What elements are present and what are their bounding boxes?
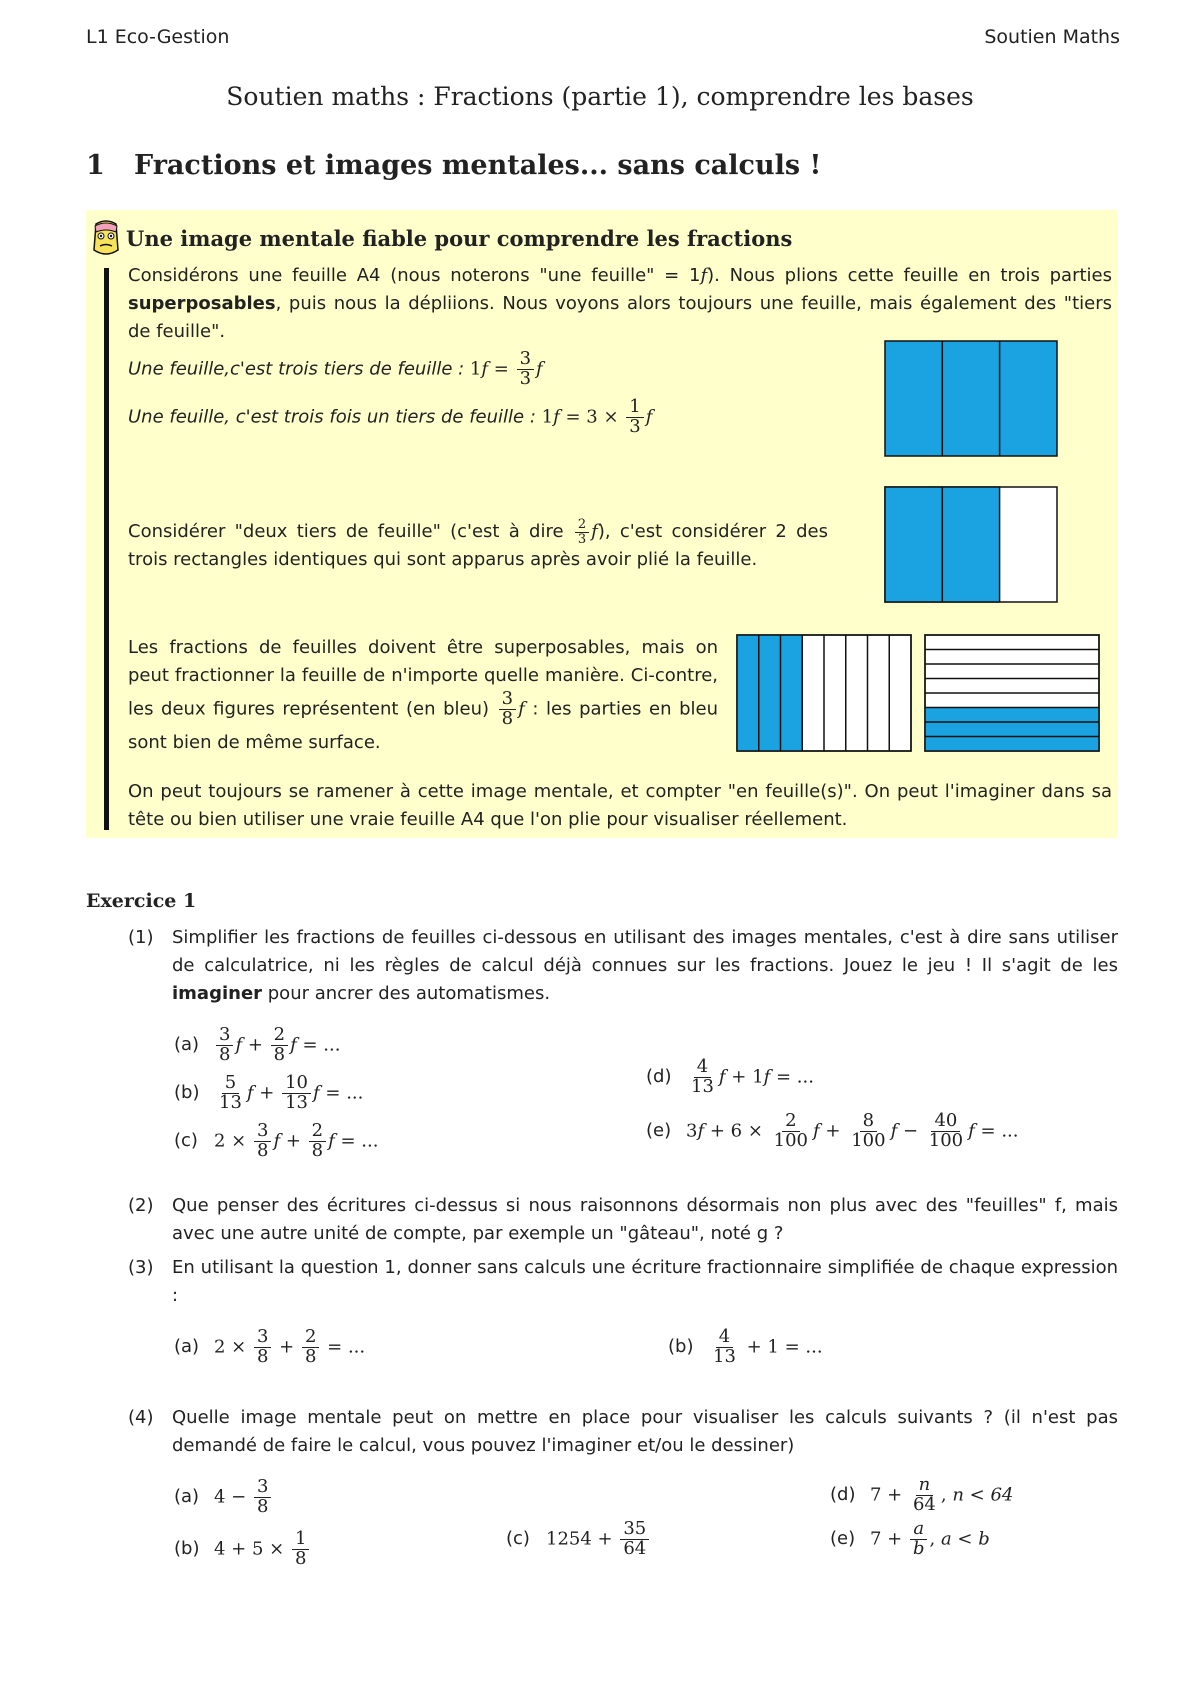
box-paragraph-3: Les fractions de feuilles doivent être superposables, mais on peut fractionner la feuille de n'importe quelle manière. Ci-contre, les deux figures représentent (en bleu) $\frac{3}{8}$ f : les parties en bleu sont bien de même surface. [128, 637, 718, 753]
q4-item-c: (c) 1254 + $\frac{35}{64}$ [506, 1520, 651, 1559]
p1-text-a: Considérons une feuille A4 (nous noterons "une feuille" = 1 [128, 265, 701, 286]
q4-d-condition: n < 64 [952, 1484, 1014, 1506]
q1-bold: imaginer [172, 983, 263, 1004]
question-4 [128, 1404, 1118, 1460]
box-title: Une image mentale fiable pour comprendre les fractions [126, 226, 793, 251]
q4-item-a: (a) 4 − $\frac{3}{8}$ [174, 1478, 273, 1517]
figure-eighths-horizontal [924, 634, 1100, 752]
formula-line-1: Une feuille,c'est trois tiers de feuille : 1f = $\frac{3}{3}$ f [128, 348, 543, 389]
q4-e-condition: a < b [940, 1528, 990, 1550]
section-number: 1 [86, 150, 105, 181]
box-paragraph-2: Considérer "deux tiers de feuille" (c'est à dire $\frac{2}{3}$ f), c'est considérer 2 des trois rectangles identiques qui sont apparus après avoir plié la feuille. [128, 517, 828, 571]
section-title: Fractions et images mentales... sans calculs ! [134, 150, 822, 181]
figure-three-thirds [884, 340, 1058, 457]
q3-item-a: (a) 2 × $\frac{3}{8}$ + $\frac{2}{8}$ = ... [174, 1326, 366, 1367]
box-left-bar [104, 268, 109, 830]
p3-text-b: : les parties en bleu sont bien de même surface. [128, 698, 718, 753]
q1-item-e: (e) 3f + 6 × $\frac{2}{100}$ f + $\frac{8}{100}$ f − $\frac{40}{100}$ f = ... [646, 1110, 1019, 1151]
section-heading [86, 150, 821, 181]
p2-text-b: ), c'est considérer 2 des trois rectangles identiques qui sont apparus après avoir plié la feuille. [128, 521, 828, 571]
q4-item-e: (e) 7 + $\frac{a}{b}$ , a < b [830, 1518, 990, 1559]
q4-number: (4) [128, 1407, 154, 1428]
header-left: L1 Eco-Gestion [86, 26, 230, 48]
q3-item-b: (b) $\frac{4}{13}$ + 1 = ... [668, 1326, 823, 1367]
q4-item-d: (d) 7 + $\frac{n}{64}$ , n < 64 [830, 1474, 1014, 1515]
question-2 [128, 1192, 1118, 1248]
question-1 [128, 924, 1118, 1008]
formula-1-text: Une feuille,c'est trois tiers de feuille : [128, 358, 465, 380]
thinking-face-icon [90, 220, 122, 258]
q4-text: Quelle image mentale peut on mettre en place pour visualiser les calculs suivants ? (il n'est pas demandé de faire le calcul, vous pouvez l'imaginer et/ou le dessiner) [172, 1407, 1118, 1456]
formula-line-2: Une feuille, c'est trois fois un tiers de feuille : 1f = 3 × $\frac{1}{3}$ f [128, 396, 653, 437]
q1-text-a: Simplifier les fractions de feuilles ci-dessous en utilisant des images mentales, c'est à dire sans utiliser de calculatrice, ni les règles de calcul déjà connues sur les fractions. Jouez le jeu ! Il s'agit de les [172, 927, 1118, 976]
page-title: Soutien maths : Fractions (partie 1), comprendre les bases [226, 82, 974, 111]
q4-c-whole: 1254 [546, 1528, 592, 1550]
exercise-title: Exercice 1 [86, 890, 197, 912]
p1-text-c: , puis nous la dépliions. Nous voyons alors toujours une feuille, mais également des "tiers de feuille". [128, 293, 1112, 342]
p2-text-a: Considérer "deux tiers de feuille" (c'est à dire [128, 521, 564, 543]
header-right: Soutien Maths [984, 26, 1120, 48]
figure-two-thirds [884, 486, 1058, 603]
q1-item-b: (b) $\frac{5}{13}$ f + $\frac{10}{13}$ f = ... [174, 1072, 364, 1113]
q1-text-b: pour ancrer des automatismes. [262, 983, 551, 1004]
q4-item-b: (b) 4 + 5 × $\frac{1}{8}$ [174, 1530, 311, 1569]
q1-number: (1) [128, 927, 154, 948]
p1-text-b: ). Nous plions cette feuille en trois parties [707, 265, 1112, 286]
q2-number: (2) [128, 1195, 154, 1216]
q1-item-d: (d) $\frac{4}{13}$ f + 1f = ... [646, 1056, 814, 1097]
p3-text-a: Les fractions de feuilles doivent être superposables, mais on peut fractionner la feuille de n'importe quelle manière. Ci-contre, les deux figures représentent (en bleu) [128, 637, 718, 720]
question-3 [128, 1254, 1118, 1310]
box-paragraph-4: On peut toujours se ramener à cette image mentale, et compter "en feuille(s)". On peut l'imaginer dans sa tête ou bien utiliser une vraie feuille A4 que l'on plie pour visualiser réellement. [128, 781, 1112, 830]
q3-text: En utilisant la question 1, donner sans calculs une écriture fractionnaire simplifiée de chaque expression : [172, 1257, 1118, 1306]
box-paragraph-1: Considérons une feuille A4 (nous noterons "une feuille" = 1f). Nous plions cette feuille en trois parties superposables, puis nous la dépliions. Nous voyons alors toujours une feuille, mais également des "tiers de feuille". [128, 265, 1112, 342]
q1-item-c: (c) 2 × $\frac{3}{8}$ f + $\frac{2}{8}$ f = ... [174, 1120, 379, 1161]
formula-2-text: Une feuille, c'est trois fois un tiers de feuille : [128, 406, 536, 428]
q2-text: Que penser des écritures ci-dessus si nous raisonnons désormais non plus avec des "feuilles" f, mais avec une autre unité de compte, par exemple un "gâteau", noté g ? [172, 1195, 1118, 1244]
q3-number: (3) [128, 1257, 154, 1278]
p1-bold: superposables [128, 293, 276, 314]
figure-eighths-vertical [736, 634, 912, 752]
q1-item-a: (a) $\frac{3}{8}$ f + $\frac{2}{8}$ f = ... [174, 1024, 341, 1065]
